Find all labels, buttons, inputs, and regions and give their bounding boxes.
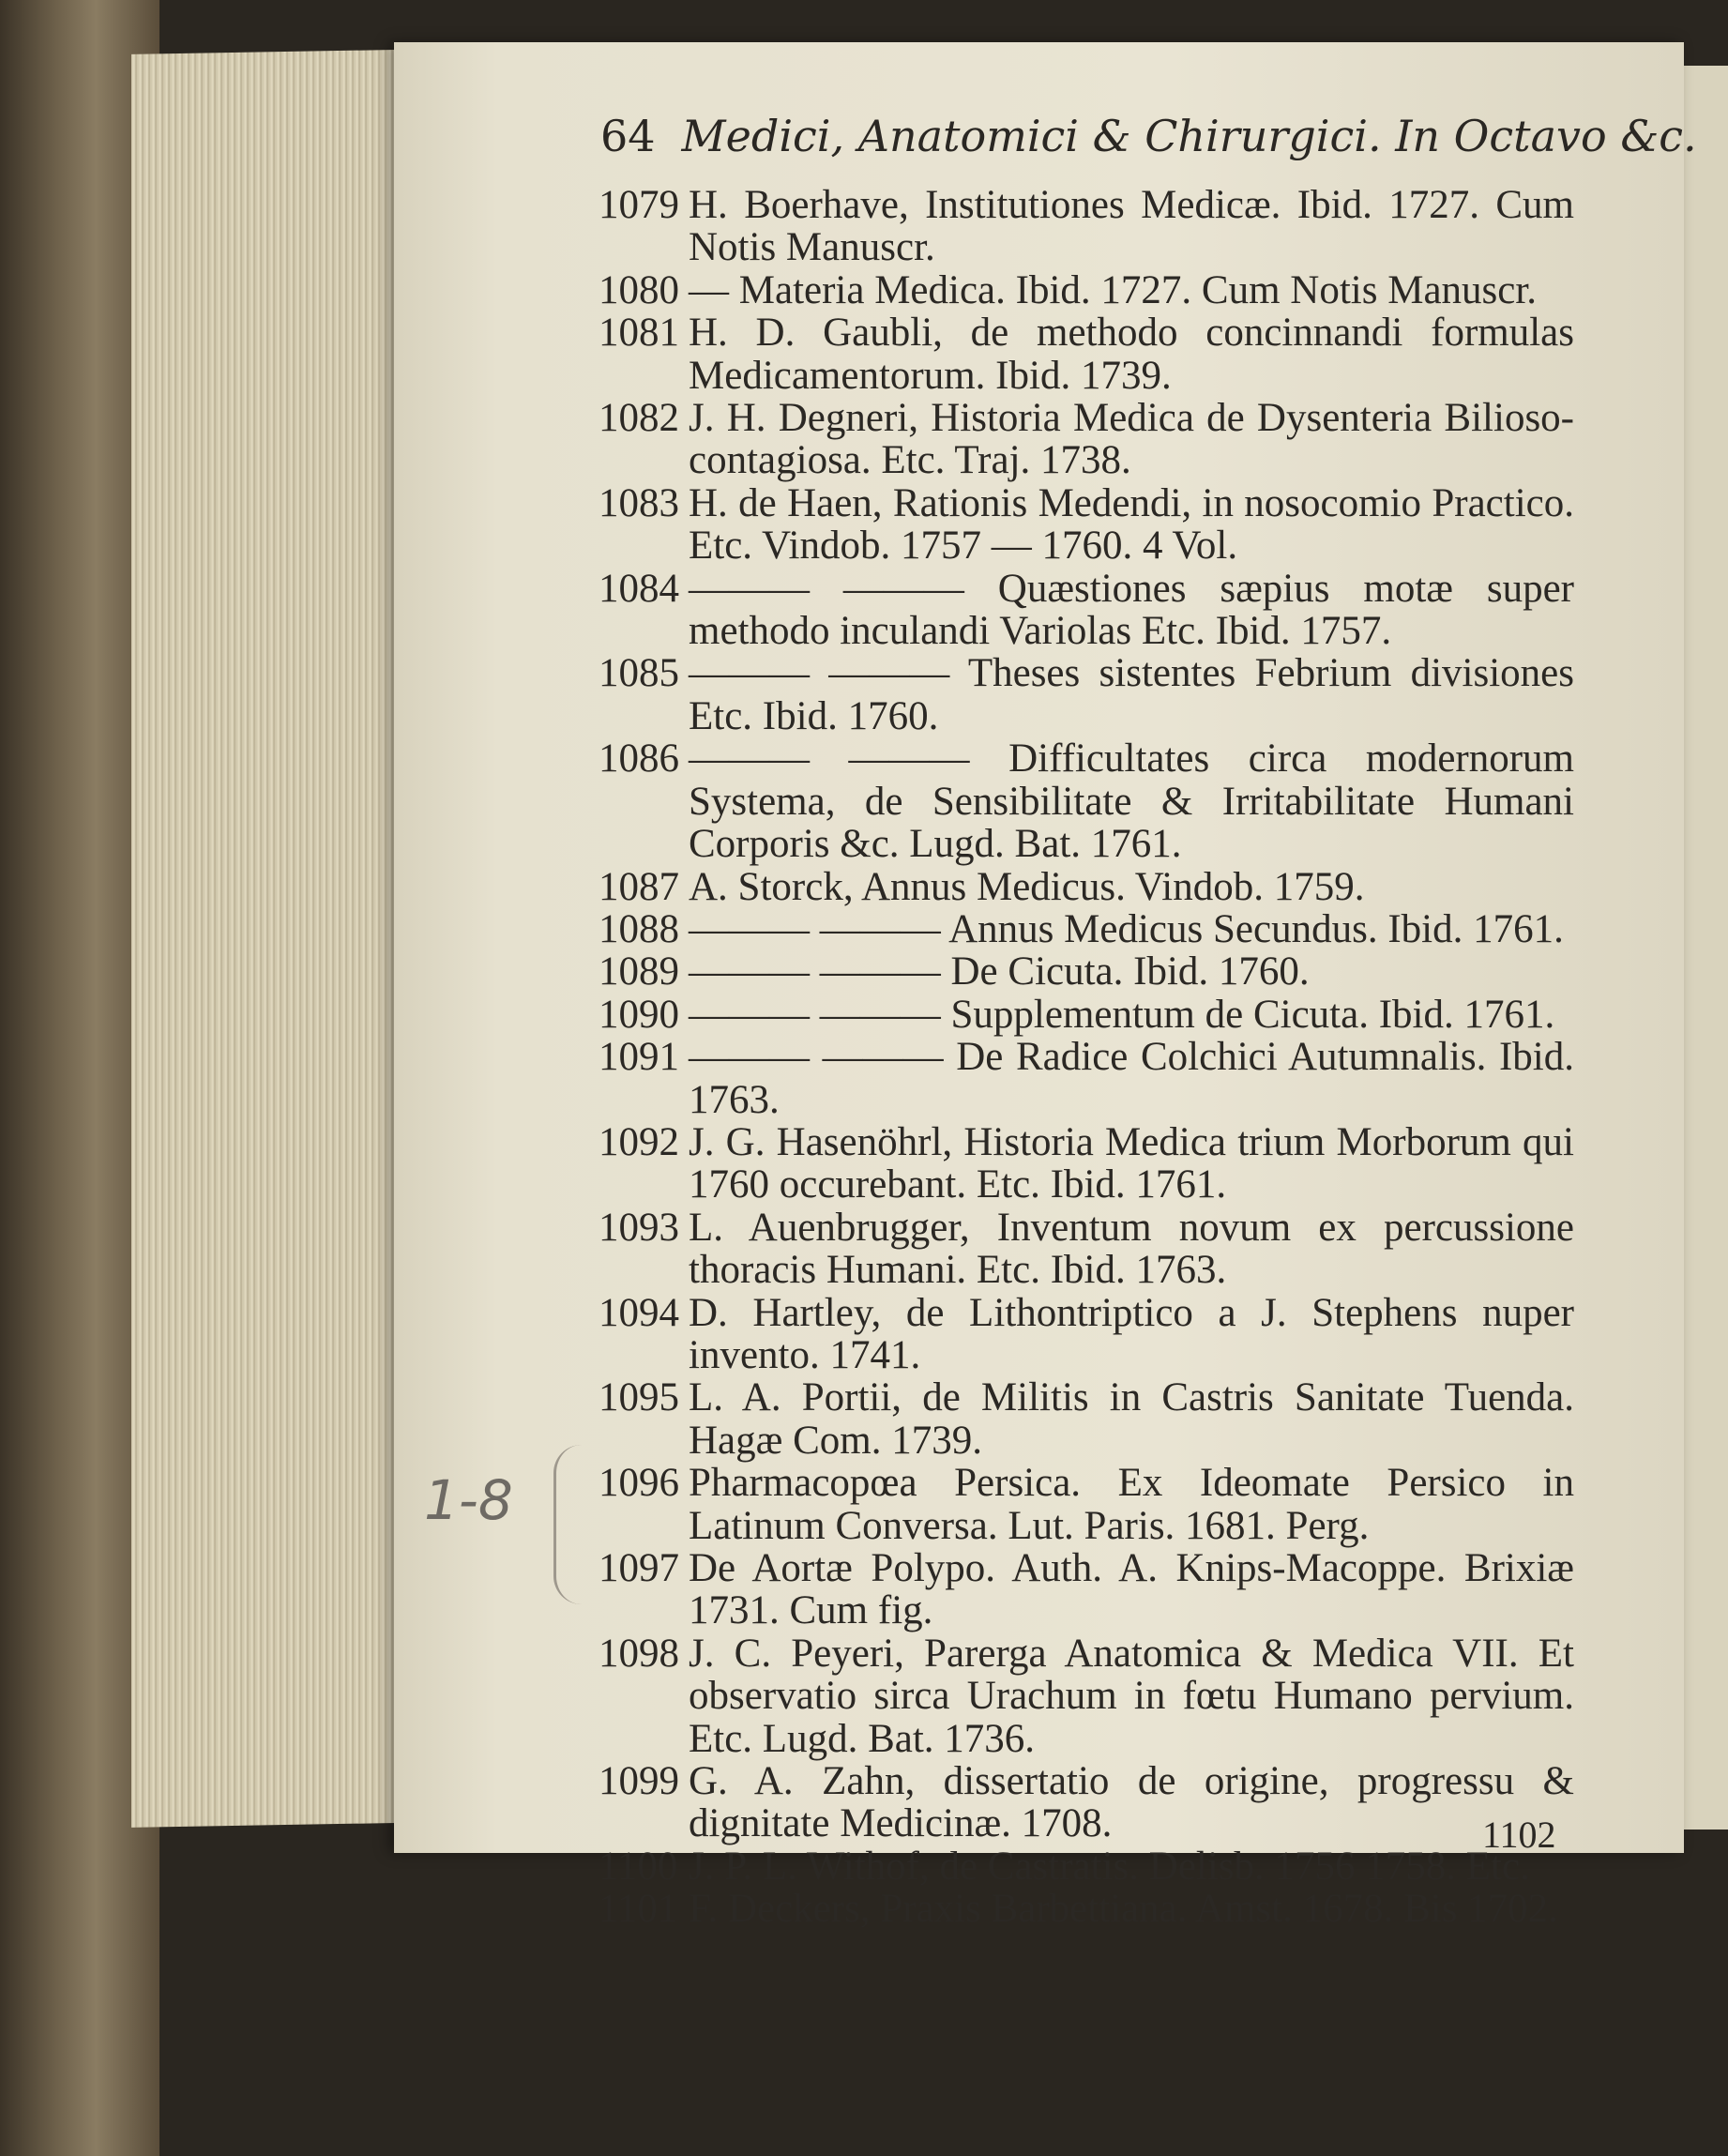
catalogue-entry <box>599 1036 1574 1121</box>
page-number: 64 <box>600 111 656 161</box>
catalogue-entry <box>599 311 1574 397</box>
entry-number: 1088 <box>599 906 679 951</box>
entry-text: Pharmacopœa Persica. Ex Ideomate Persico in Latinum Conversa. Lut. Paris. 1681. Perg. <box>689 1461 1574 1548</box>
running-head <box>600 111 1697 176</box>
catalogue-entry <box>599 1632 1574 1760</box>
entry-number: 1084 <box>599 566 679 611</box>
entry-text: H. de Haen, Rationis Medendi, in nosocomio Practico. Etc. Vindob. 1757 — 1760. 4 Vol. <box>689 480 1574 569</box>
catalogue-entry <box>599 568 1574 653</box>
entry-number: 1085 <box>599 651 679 696</box>
entry-number: 1099 <box>599 1759 679 1804</box>
entry-number: 1097 <box>599 1546 679 1590</box>
entry-text: H. D. Gaubli, de methodo concinnandi formulas Medicamentorum. Ibid. 1739. <box>689 311 1574 398</box>
catalogue-entry <box>599 482 1574 568</box>
catalogue-entry <box>599 1845 1574 1888</box>
catalogue-entry <box>599 1462 1574 1547</box>
catalogue-entry <box>599 866 1574 908</box>
entry-number: 1087 <box>599 864 679 909</box>
entry-text: H. Boerhave, Institutiones Medicæ. Ibid. 1727. Cum Notis Manuscr. <box>689 183 1574 270</box>
catalogue-entry <box>599 908 1574 950</box>
entry-text: — Materia Medica. Ibid. 1727. Cum Notis Manuscr. <box>689 267 1538 312</box>
catalogue-entry <box>599 184 1574 269</box>
pencil-bracket <box>553 1445 584 1604</box>
entry-text: ——— ——— Difficultates circa modernorum Systema, de Sensibilitate & Irritabilitate Humani Corporis &c. Lugd. Bat. 1761. <box>689 736 1574 867</box>
entry-number: 1083 <box>599 480 679 525</box>
catalogue-entry <box>599 269 1574 311</box>
entry-text: J. H. Degneri, Historia Medica de Dysenteria Bilioso-contagiosa. Etc. Traj. 1738. <box>689 396 1574 483</box>
catalogue-entry <box>599 1292 1574 1377</box>
entry-text: ——— ——— Quæstiones sæpius motæ super methodo inculandi Variolas Etc. Ibid. 1757. <box>689 566 1574 654</box>
catalogue-entry <box>599 397 1574 482</box>
entry-number: 1090 <box>599 992 679 1037</box>
entry-number: 1096 <box>599 1461 679 1506</box>
entry-number: 1094 <box>599 1290 679 1335</box>
entry-text: G. A. Zahn, dissertatio de origine, progressu & dignitate Medicinæ. 1708. <box>689 1759 1574 1846</box>
entry-number: 1089 <box>599 949 679 994</box>
pencil-annotation: 1-8 <box>424 1468 513 1532</box>
entry-number: 1100 <box>599 1844 678 1889</box>
entry-text: ——— ——— Annus Medicus Secundus. Ibid. 1761. <box>689 906 1564 951</box>
entry-text: A. Storck, Annus Medicus. Vindob. 1759. <box>689 864 1365 909</box>
catalogue-entries <box>599 184 1574 1931</box>
entry-text: ——— ——— De Radice Colchici Autumnalis. Ibid. 1763. <box>689 1035 1574 1122</box>
entry-number: 1093 <box>599 1205 679 1250</box>
catalogue-entry <box>599 1121 1574 1207</box>
entry-number: 1101 <box>599 1887 678 1932</box>
facing-page-edge <box>1679 66 1728 1830</box>
catalogue-entry <box>599 1760 1574 1845</box>
catalogue-entry <box>599 737 1574 865</box>
entry-number: 1081 <box>599 311 679 356</box>
entry-number: 1092 <box>599 1119 679 1164</box>
catalogue-entry <box>599 1376 1574 1462</box>
catalogue-entry <box>599 994 1574 1036</box>
entry-number: 1079 <box>599 183 679 227</box>
catalogue-entry <box>599 1207 1574 1292</box>
entry-text: ——— ——— Supplementum de Cicuta. Ibid. 1761. <box>689 992 1555 1037</box>
entry-number: 1095 <box>599 1375 679 1420</box>
catchword: 1102 <box>1482 1814 1556 1856</box>
entry-number: 1086 <box>599 736 679 782</box>
entry-text: L. A. Portii, de Militis in Castris Sanitate Tuenda. Hagæ Com. 1739. <box>689 1375 1574 1463</box>
entry-text: ——— ——— Theses sistentes Febrium divisiones Etc. Ibid. 1760. <box>689 651 1574 738</box>
entry-text: J. P. L. Withof, de Castratis. Delisb. 1756 1758. Etc. <box>689 1844 1530 1889</box>
catalogue-entry <box>599 950 1574 993</box>
entry-text: J. G. Hasenöhrl, Historia Medica trium Morborum qui 1760 occurebant. Etc. Ibid. 1761. <box>689 1119 1574 1207</box>
entry-number: 1082 <box>599 396 679 441</box>
entry-text: D. Hartley, de Lithontriptico a J. Stephens nuper invento. 1741. <box>689 1290 1574 1377</box>
entry-text: De Aortæ Polypo. Auth. A. Knips-Macoppe. Brixiæ 1731. Cum fig. <box>689 1546 1574 1633</box>
entry-number: 1080 <box>599 267 679 312</box>
entry-number: 1098 <box>599 1631 679 1676</box>
entry-text: J. C. Peyeri, Parerga Anatomica & Medica VII. Et observatio sirca Urachum in fœtu Humano pervium. Etc. Lugd. Bat. 1736. <box>689 1631 1574 1761</box>
entry-text: L. Auenbrugger, Inventum novum ex percussione thoracis Humani. Etc. Ibid. 1763. <box>689 1205 1574 1293</box>
entry-text: F. Deckers, Praxis Barbettiana. Amst. 1678. Bis 1702. <box>689 1887 1558 1932</box>
entry-number: 1091 <box>599 1035 679 1080</box>
running-title: Medici, Anatomici & Chirurgici. In Octavo &c. <box>681 111 1697 161</box>
entry-text: ——— ——— De Cicuta. Ibid. 1760. <box>689 949 1310 994</box>
catalogue-entry <box>599 1888 1574 1930</box>
catalogue-entry <box>599 1547 1574 1632</box>
catalogue-entry <box>599 652 1574 737</box>
